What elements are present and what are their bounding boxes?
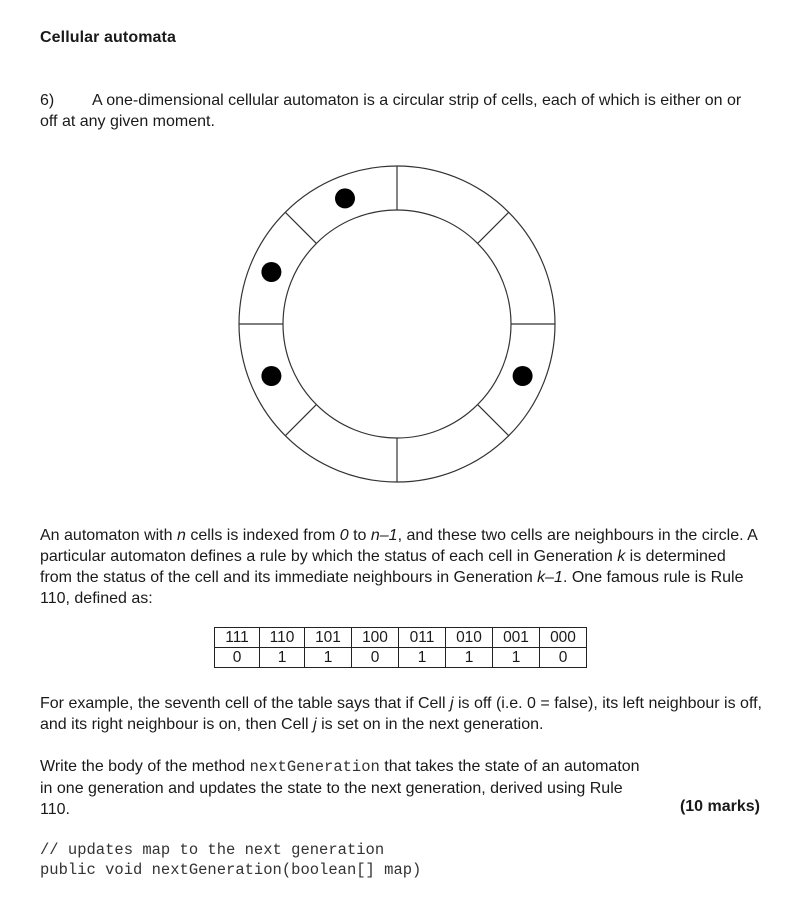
rule-table-patterns-row — [215, 628, 587, 648]
rule-output-cell: 1 — [446, 648, 493, 668]
cell-on-marker — [261, 262, 281, 282]
example-text-part: is set on in the next generation. — [316, 716, 544, 733]
var-n-minus-1: n–1 — [370, 527, 398, 544]
rule-pattern-cell: 110 — [260, 628, 305, 648]
rule-table-outputs-row — [215, 648, 587, 668]
code-comment-line: // updates map to the next generation — [40, 841, 385, 859]
automaton-text-part: is determined from the status of the cell and its immediate neighbours in Generation — [40, 548, 726, 586]
rule-output-cell: 0 — [215, 648, 260, 668]
method-name: nextGeneration — [249, 758, 380, 776]
cell-on-marker — [335, 188, 355, 208]
example-paragraph — [40, 693, 780, 735]
rule-pattern-cell: 001 — [493, 628, 540, 648]
task-paragraph — [40, 756, 650, 820]
automaton-text-part: An automaton with — [40, 527, 177, 544]
cell-on-marker — [513, 366, 533, 386]
var-k-minus-1: k–1 — [537, 569, 563, 586]
question-intro-text: A one-dimensional cellular automaton is a circular strip of cells, each of which is either on or off at any given moment. — [40, 92, 742, 130]
rule-110-table — [214, 627, 587, 668]
rule-pattern-cell: 101 — [305, 628, 352, 648]
cell-on-marker — [261, 366, 281, 386]
rule-output-cell: 0 — [352, 648, 399, 668]
rule-output-cell: 1 — [399, 648, 446, 668]
code-signature-line: public void nextGeneration(boolean[] map) — [40, 861, 422, 879]
cellular-automaton-ring-diagram — [236, 163, 560, 487]
ring-divider — [478, 212, 509, 243]
rule-output-cell: 1 — [493, 648, 540, 668]
var-zero: 0 — [339, 527, 349, 544]
example-text-part: For example, the seventh cell of the table says that if Cell — [40, 695, 450, 712]
rule-output-cell: 0 — [540, 648, 587, 668]
section-title: Cellular automata — [40, 29, 176, 46]
rule-pattern-cell: 010 — [446, 628, 493, 648]
rule-pattern-cell: 111 — [215, 628, 260, 648]
task-text-part: that takes the state of an automaton in one generation and updates the state to the next generation, derived using Rule 110. — [40, 758, 640, 818]
automaton-description — [40, 525, 760, 609]
question-number: 6) — [40, 92, 55, 109]
ring-divider — [285, 405, 316, 436]
var-j: j — [313, 716, 317, 733]
code-block — [40, 840, 421, 880]
example-text-part: is off (i.e. 0 = false), its left neighbour is off, and its right neighbour is on, then Cell — [40, 695, 762, 733]
rule-pattern-cell: 100 — [352, 628, 399, 648]
automaton-text-part: , and these two cells are neighbours in the circle. A particular automaton defines a rule by which the status of each cell in Generation — [40, 527, 757, 565]
var-k: k — [617, 548, 626, 565]
ring-inner-circle — [283, 210, 511, 438]
var-j: j — [449, 695, 454, 712]
task-text-part: Write the body of the method — [40, 758, 250, 775]
automaton-text-part: to — [348, 527, 371, 544]
rule-output-cell: 1 — [305, 648, 352, 668]
ring-divider — [478, 405, 509, 436]
automaton-text-part: . One famous rule is Rule 110, defined as: — [40, 569, 744, 607]
question-intro — [40, 90, 760, 132]
var-n: n — [176, 527, 186, 544]
automaton-text-part: cells is indexed from — [185, 527, 340, 544]
marks-label: (10 marks) — [679, 798, 760, 815]
rule-pattern-cell: 011 — [399, 628, 446, 648]
ring-divider — [285, 212, 316, 243]
rule-output-cell: 1 — [260, 648, 305, 668]
rule-pattern-cell: 000 — [540, 628, 587, 648]
